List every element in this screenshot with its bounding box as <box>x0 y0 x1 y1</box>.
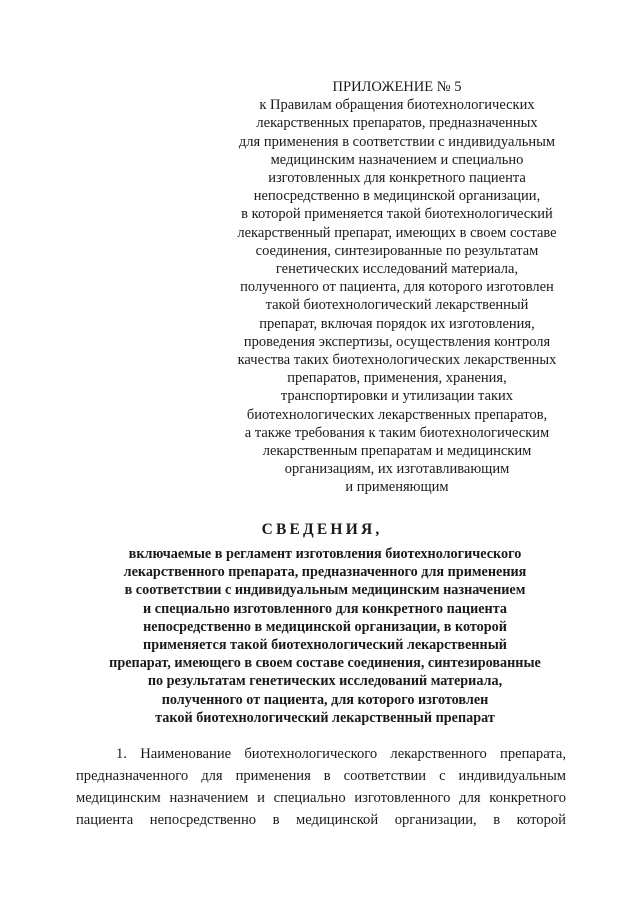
document-subtitle <box>90 545 560 727</box>
appendix-line: к Правилам обращения биотехнологических <box>259 97 535 114</box>
appendix-line: организациям, их изготавливающим <box>284 461 510 478</box>
subtitle-line: включаемые в регламент изготовления биотехнологического <box>128 546 522 562</box>
appendix-line: препарат, включая порядок их изготовления, <box>259 315 535 332</box>
appendix-line: проведения экспертизы, осуществления контроля <box>243 333 551 350</box>
subtitle-line: препарат, имеющего в своем составе соединения, синтезированные <box>109 655 541 672</box>
body-line: 1. Наименование биотехнологического лекарственного препарата, <box>116 746 566 762</box>
appendix-line: соединения, синтезированные по результатам <box>255 242 539 259</box>
body-line: пациента непосредственно в медицинской организации, в которой <box>76 812 566 828</box>
appendix-line: непосредственно в медицинской организации, <box>253 188 541 205</box>
appendix-header <box>216 78 578 497</box>
appendix-line: препаратов, применения, хранения, <box>287 370 507 387</box>
appendix-line: биотехнологических лекарственных препаратов, <box>246 406 548 423</box>
appendix-line: и применяющим <box>345 479 449 496</box>
document-title: СВЕДЕНИЯ, <box>261 521 383 538</box>
body-line: предназначенного для применения в соответствии с индивидуальным <box>76 768 566 784</box>
appendix-line: ПРИЛОЖЕНИЕ № 5 <box>332 79 462 95</box>
body-paragraph <box>76 743 566 831</box>
subtitle-line: такой биотехнологический лекарственный препарат <box>155 709 495 726</box>
body-line: медицинским назначением и специально изготовленного для конкретного <box>76 790 566 806</box>
appendix-line: а также требования к таким биотехнологическим <box>244 424 550 441</box>
appendix-line: лекарственным препаратам и медицинским <box>262 443 532 460</box>
subtitle-line: применяется такой биотехнологический лекарственный <box>143 637 507 654</box>
appendix-line: медицинским назначением и специально <box>270 151 524 168</box>
subtitle-line: по результатам генетических исследований материала, <box>147 673 503 690</box>
appendix-line: изготовленных для конкретного пациента <box>268 170 526 187</box>
appendix-line: генетических исследований материала, <box>275 261 519 278</box>
appendix-line: для применения в соответствии с индивидуальным <box>238 133 556 150</box>
appendix-line: такой биотехнологический лекарственный <box>265 297 529 314</box>
appendix-line: транспортировки и утилизации таких <box>280 388 514 405</box>
appendix-line: лекарственных препаратов, предназначенных <box>256 115 538 132</box>
appendix-line: лекарственный препарат, имеющих в своем составе <box>237 224 557 241</box>
subtitle-line: непосредственно в медицинской организации, в которой <box>143 618 507 635</box>
subtitle-line: полученного от пациента, для которого изготовлен <box>161 691 489 708</box>
appendix-line: качества таких биотехнологических лекарственных <box>237 352 557 369</box>
subtitle-line: и специально изготовленного для конкретного пациента <box>143 600 507 617</box>
appendix-line: в которой применяется такой биотехнологический <box>241 206 553 223</box>
subtitle-line: в соответствии с индивидуальным медицинским назначением <box>124 582 526 599</box>
appendix-line: полученного от пациента, для которого изготовлен <box>240 279 554 296</box>
subtitle-line: лекарственного препарата, предназначенного для применения <box>123 564 527 581</box>
